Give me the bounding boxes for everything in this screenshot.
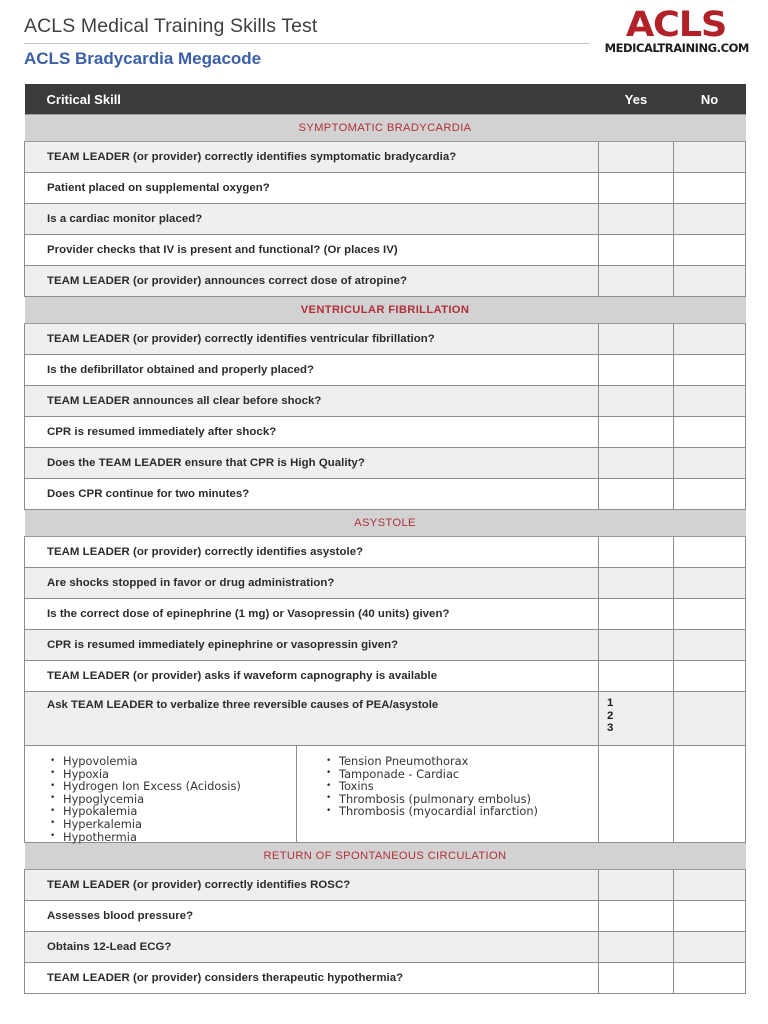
document-header bbox=[0, 0, 768, 72]
skill-label: TEAM LEADER (or provider) asks if waveform capnography is available bbox=[25, 661, 599, 692]
no-checkbox-cell[interactable] bbox=[674, 537, 746, 568]
yes-checkbox-cell[interactable] bbox=[599, 324, 674, 355]
section-header-row bbox=[25, 115, 746, 142]
table-row bbox=[25, 870, 746, 901]
yes-checkbox-cell[interactable] bbox=[599, 537, 674, 568]
table-row bbox=[25, 142, 746, 173]
list-item: • Toxins bbox=[339, 780, 598, 793]
no-checkbox-cell[interactable] bbox=[674, 692, 746, 746]
table-header bbox=[25, 84, 746, 115]
table-row bbox=[25, 173, 746, 204]
skill-label: Does the TEAM LEADER ensure that CPR is High Quality? bbox=[25, 448, 599, 479]
yes-checkbox-cell[interactable] bbox=[599, 142, 674, 173]
list-item: • Hypokalemia bbox=[63, 805, 296, 818]
table-row bbox=[25, 630, 746, 661]
yes-checkbox-cell[interactable] bbox=[599, 355, 674, 386]
section-header-row bbox=[25, 843, 746, 870]
skill-label: Is the defibrillator obtained and properly placed? bbox=[25, 355, 599, 386]
yes-checkbox-cell[interactable] bbox=[599, 386, 674, 417]
no-checkbox-cell[interactable] bbox=[674, 417, 746, 448]
list-item: • Hypothermia bbox=[63, 831, 296, 844]
no-checkbox-cell[interactable] bbox=[674, 324, 746, 355]
no-checkbox-cell[interactable] bbox=[674, 235, 746, 266]
no-checkbox-cell[interactable] bbox=[674, 266, 746, 297]
no-checkbox-cell[interactable] bbox=[674, 661, 746, 692]
table-row bbox=[25, 355, 746, 386]
skills-checklist-table bbox=[24, 84, 746, 994]
yes-checkbox-cell[interactable] bbox=[599, 235, 674, 266]
pea-verbalize-row bbox=[25, 692, 746, 746]
table-row bbox=[25, 417, 746, 448]
column-header-yes: Yes bbox=[599, 84, 674, 115]
yes-checkbox-cell[interactable] bbox=[599, 746, 674, 843]
no-checkbox-cell[interactable] bbox=[674, 204, 746, 235]
yes-checkbox-cell[interactable] bbox=[599, 173, 674, 204]
yes-checkbox-cell[interactable] bbox=[599, 479, 674, 510]
table-row bbox=[25, 386, 746, 417]
table-row bbox=[25, 266, 746, 297]
list-item: • Tamponade - Cardiac bbox=[339, 768, 598, 781]
skill-label: TEAM LEADER (or provider) correctly identifies asystole? bbox=[25, 537, 599, 568]
reversible-causes-row bbox=[25, 746, 746, 843]
section-header-row bbox=[25, 297, 746, 324]
table-row bbox=[25, 932, 746, 963]
skill-label: Does CPR continue for two minutes? bbox=[25, 479, 599, 510]
page-title: ACLS Medical Training Skills Test bbox=[24, 15, 318, 37]
yes-checkbox-cell[interactable] bbox=[599, 932, 674, 963]
list-item: • Hypoglycemia bbox=[63, 793, 296, 806]
logo-tagline: MEDICALTRAINING.COM bbox=[604, 42, 749, 55]
causes-list-hs bbox=[47, 755, 296, 843]
no-checkbox-cell[interactable] bbox=[674, 901, 746, 932]
column-header-skill: Critical Skill bbox=[25, 84, 599, 115]
pea-number-2: 2 bbox=[607, 709, 614, 722]
skill-label: TEAM LEADER (or provider) correctly identifies symptomatic bradycardia? bbox=[25, 142, 599, 173]
section-header-row bbox=[25, 510, 746, 537]
reversible-causes-cell bbox=[25, 746, 599, 843]
causes-list-ts bbox=[323, 755, 598, 818]
logo-wordmark: ACLS bbox=[625, 5, 727, 45]
list-item: • Hypoxia bbox=[63, 768, 296, 781]
causes-column-ts bbox=[296, 746, 598, 842]
no-checkbox-cell[interactable] bbox=[674, 963, 746, 994]
no-checkbox-cell[interactable] bbox=[674, 746, 746, 843]
no-checkbox-cell[interactable] bbox=[674, 479, 746, 510]
no-checkbox-cell[interactable] bbox=[674, 932, 746, 963]
skill-label: TEAM LEADER (or provider) correctly identifies ventricular fibrillation? bbox=[25, 324, 599, 355]
no-checkbox-cell[interactable] bbox=[674, 355, 746, 386]
skill-label: Are shocks stopped in favor or drug administration? bbox=[25, 568, 599, 599]
yes-checkbox-cell[interactable] bbox=[599, 661, 674, 692]
section-title-ventricular-fibrillation: VENTRICULAR FIBRILLATION bbox=[25, 297, 746, 324]
table-row bbox=[25, 568, 746, 599]
yes-checkbox-cell[interactable] bbox=[599, 870, 674, 901]
table-row bbox=[25, 235, 746, 266]
skill-label: TEAM LEADER announces all clear before shock? bbox=[25, 386, 599, 417]
table-row bbox=[25, 963, 746, 994]
list-item: • Thrombosis (myocardial infarction) bbox=[339, 805, 598, 818]
yes-checkbox-cell[interactable] bbox=[599, 204, 674, 235]
section-title-rosc: RETURN OF SPONTANEOUS CIRCULATION bbox=[25, 843, 746, 870]
list-item: • Hyperkalemia bbox=[63, 818, 296, 831]
yes-checkbox-cell[interactable] bbox=[599, 266, 674, 297]
no-checkbox-cell[interactable] bbox=[674, 870, 746, 901]
yes-checkbox-cell[interactable] bbox=[599, 568, 674, 599]
list-item: • Thrombosis (pulmonary embolus) bbox=[339, 793, 598, 806]
title-block bbox=[24, 14, 590, 70]
skill-label: Patient placed on supplemental oxygen? bbox=[25, 173, 599, 204]
table-row bbox=[25, 448, 746, 479]
skill-label: Obtains 12-Lead ECG? bbox=[25, 932, 599, 963]
skill-label: TEAM LEADER (or provider) correctly identifies ROSC? bbox=[25, 870, 599, 901]
table-row bbox=[25, 479, 746, 510]
no-checkbox-cell[interactable] bbox=[674, 448, 746, 479]
pea-number-stack bbox=[599, 692, 673, 735]
skill-label: Is a cardiac monitor placed? bbox=[25, 204, 599, 235]
no-checkbox-cell[interactable] bbox=[674, 599, 746, 630]
no-checkbox-cell[interactable] bbox=[674, 142, 746, 173]
pea-number-3: 3 bbox=[607, 722, 614, 734]
skills-table-wrapper bbox=[24, 84, 745, 994]
no-checkbox-cell[interactable] bbox=[674, 630, 746, 661]
skill-label: CPR is resumed immediately after shock? bbox=[25, 417, 599, 448]
table-row bbox=[25, 537, 746, 568]
table-row bbox=[25, 599, 746, 630]
list-item: • Hypovolemia bbox=[63, 755, 296, 768]
column-header-no: No bbox=[674, 84, 746, 115]
pea-number-1: 1 bbox=[607, 697, 614, 709]
list-item: • Hydrogen Ion Excess (Acidosis) bbox=[63, 780, 296, 793]
yes-checkbox-cell[interactable] bbox=[599, 448, 674, 479]
pea-prompt-label: Ask TEAM LEADER to verbalize three reversible causes of PEA/asystole bbox=[25, 692, 599, 746]
yes-checkbox-cell[interactable] bbox=[599, 901, 674, 932]
acls-logo bbox=[604, 5, 749, 55]
causes-column-hs bbox=[25, 746, 296, 842]
list-item: • Tension Pneumothorax bbox=[339, 755, 598, 768]
table-header-row bbox=[25, 84, 746, 115]
table-row bbox=[25, 661, 746, 692]
skill-label: Assesses blood pressure? bbox=[25, 901, 599, 932]
no-checkbox-cell[interactable] bbox=[674, 386, 746, 417]
skill-label: Is the correct dose of epinephrine (1 mg) or Vasopressin (40 units) given? bbox=[25, 599, 599, 630]
pea-number-cell[interactable] bbox=[599, 692, 674, 746]
skill-label: Provider checks that IV is present and functional? (Or places IV) bbox=[25, 235, 599, 266]
yes-checkbox-cell[interactable] bbox=[599, 417, 674, 448]
section-title-asystole: ASYSTOLE bbox=[25, 510, 746, 537]
skill-label: TEAM LEADER (or provider) considers therapeutic hypothermia? bbox=[25, 963, 599, 994]
skill-label: CPR is resumed immediately epinephrine or vasopressin given? bbox=[25, 630, 599, 661]
no-checkbox-cell[interactable] bbox=[674, 568, 746, 599]
table-row bbox=[25, 204, 746, 235]
section-title-symptomatic-bradycardia: SYMPTOMATIC BRADYCARDIA bbox=[25, 115, 746, 142]
skill-label: TEAM LEADER (or provider) announces correct dose of atropine? bbox=[25, 266, 599, 297]
title-divider bbox=[24, 43, 590, 44]
causes-columns bbox=[25, 746, 598, 842]
yes-checkbox-cell[interactable] bbox=[599, 630, 674, 661]
table-row bbox=[25, 324, 746, 355]
yes-checkbox-cell[interactable] bbox=[599, 963, 674, 994]
no-checkbox-cell[interactable] bbox=[674, 173, 746, 204]
table-row bbox=[25, 901, 746, 932]
table-body bbox=[25, 115, 746, 994]
page-subtitle: ACLS Bradycardia Megacode bbox=[24, 49, 262, 68]
yes-checkbox-cell[interactable] bbox=[599, 599, 674, 630]
